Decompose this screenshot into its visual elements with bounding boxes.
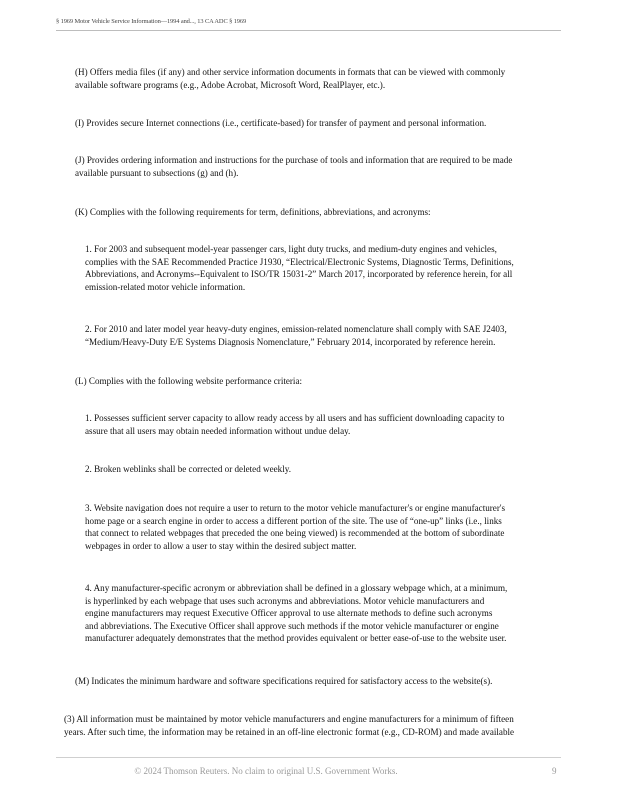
running-header: § 1969 Motor Vehicle Service Information—1994 and..., 13 CA ADC § 1969 <box>56 18 561 31</box>
text-line: is hyperlinked by each webpage that uses such acronyms and abbreviations. Motor vehicle manufacturers and <box>85 595 485 606</box>
footer-copyright: © 2024 Thomson Reuters. No claim to original U.S. Government Works. <box>134 766 398 776</box>
text-line: 4. Any manufacturer-specific acronym or abbreviation shall be defined in a glossary webpage which, at a minimum, <box>85 583 508 593</box>
text-line: “Medium/Heavy-Duty E/E Systems Diagnosis Nomenclature,” February 2014, incorporated by reference herein. <box>85 336 496 347</box>
page-number: 9 <box>552 766 557 776</box>
text-line: complies with the SAE Recommended Practice J1930, “Electrical/Electronic Systems, Diagnostic Terms, Definitions, <box>85 256 514 267</box>
text-line: years. After such time, the information may be retained in an off-line electronic format (e.g., CD-ROM) and made available <box>64 726 515 737</box>
text-line: 2. For 2010 and later model year heavy-duty engines, emission-related nomenclature shall comply with SAE J2403, <box>85 324 507 334</box>
paragraph-j <box>75 154 512 179</box>
paragraph-i <box>75 117 486 130</box>
text-line: assure that all users may obtain needed information without undue delay. <box>85 425 351 436</box>
paragraph-l-2 <box>85 463 291 476</box>
text-line: 1. Possesses sufficient server capacity to allow ready access by all users and has sufficient downloading capacity to <box>85 413 505 423</box>
text-line: (3) All information must be maintained by motor vehicle manufacturers and engine manufacturers for a minimum of fifteen <box>64 714 514 724</box>
paragraph-3 <box>64 713 514 738</box>
text-line: (J) Provides ordering information and instructions for the purchase of tools and information that are required to be made <box>75 155 513 165</box>
text-line: 2. Broken weblinks shall be corrected or deleted weekly. <box>85 464 291 474</box>
text-line: (M) Indicates the minimum hardware and software specifications required for satisfactory access to the website(s). <box>75 676 493 686</box>
text-line: engine manufacturers may request Executive Officer approval to use alternate methods to define such acronyms <box>85 608 493 619</box>
text-line: (I) Provides secure Internet connections (i.e., certificate-based) for transfer of payment and personal information. <box>75 118 487 128</box>
text-line: (K) Complies with the following requirements for term, definitions, abbreviations, and acronyms: <box>75 207 431 217</box>
text-line: manufacturer adequately demonstrates that the method provides equivalent or better ease-of-use to the website user. <box>85 633 507 644</box>
paragraph-l-1 <box>85 412 504 437</box>
footer-divider <box>56 757 561 758</box>
text-line: (H) Offers media files (if any) and other service information documents in formats that can be viewed with commonly <box>75 67 506 77</box>
text-line: webpages in order to allow a user to stay within the desired subject matter. <box>85 540 357 551</box>
text-line: home page or a search engine in order to access a different portion of the site. The use of “one-up” links (i.e., links <box>85 515 502 526</box>
paragraph-k-1 <box>85 243 514 293</box>
paragraph-h <box>75 66 505 91</box>
text-line: that connect to related webpages that preceded the one being viewed) is recommended at the bottom of subordinate <box>85 528 505 539</box>
text-line: Abbreviations, and Acronyms--Equivalent to ISO/TR 15031-2” March 2017, incorporated by reference herein, for all <box>85 269 513 280</box>
text-line: (L) Complies with the following website performance criteria: <box>75 376 303 386</box>
text-line: 1. For 2003 and subsequent model-year passenger cars, light duty trucks, and medium-duty engines and vehicles, <box>85 244 497 254</box>
paragraph-m <box>75 675 492 688</box>
paragraph-l <box>75 375 302 388</box>
paragraph-k-2 <box>85 323 507 348</box>
text-line: and abbreviations. The Executive Officer shall approve such methods if the motor vehicle manufacturer or engine <box>85 620 499 631</box>
paragraph-l-3 <box>85 502 505 552</box>
text-line: available pursuant to subsections (g) and (h). <box>75 167 239 178</box>
text-line: emission-related motor vehicle information. <box>85 281 246 292</box>
paragraph-l-4 <box>85 582 507 645</box>
paragraph-k <box>75 206 431 219</box>
text-line: 3. Website navigation does not require a user to return to the motor vehicle manufacturer's or engine manufacturer's <box>85 503 506 513</box>
text-line: available software programs (e.g., Adobe Acrobat, Microsoft Word, RealPlayer, etc.). <box>75 79 386 90</box>
